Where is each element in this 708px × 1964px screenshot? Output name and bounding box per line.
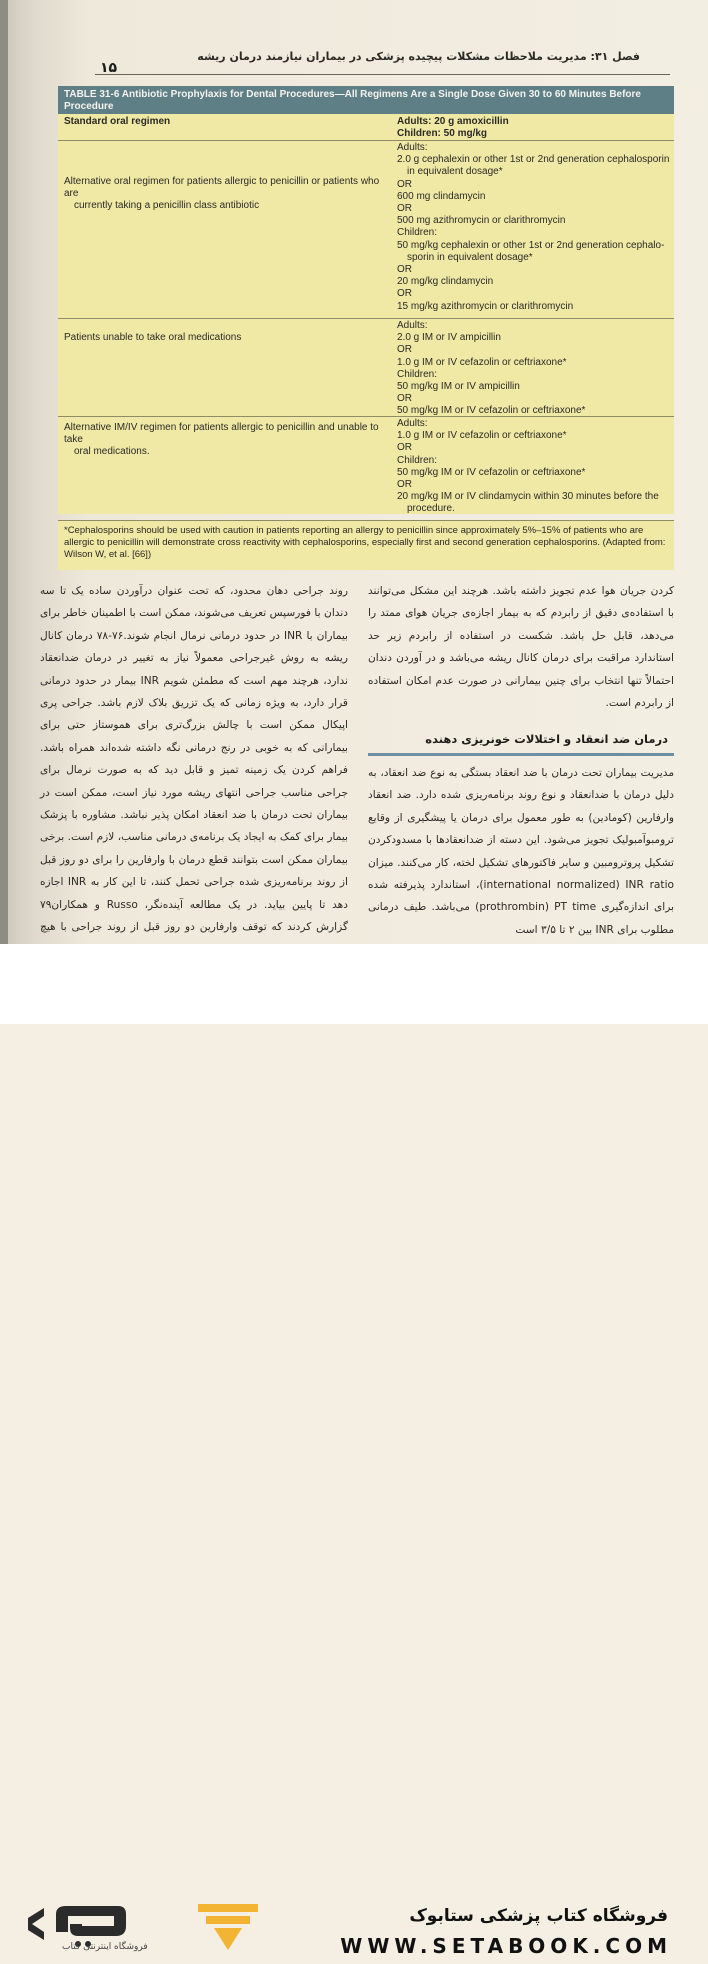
dosage-line: OR xyxy=(397,178,412,190)
regimen-line: oral medications. xyxy=(74,446,150,458)
dosage-line: Adults: xyxy=(397,418,428,429)
table-row-divider xyxy=(58,318,674,319)
logo-tagline: فروشگاه اینترنتی کتاب xyxy=(62,1942,148,1952)
right-para-2: مدیریت بیماران تحت درمان با ضد انعقاد بستگی به نوع ضد انعقاد، به دلیل درمان با ضدانعقاد و نوع روند برنامه‌ریزی شده دارد. ضد انعقاد وارفارین (کومادین) به طور معمول برای درمان یا پیشگیری از وقایع ترومبوآمبولیک تجویز می‌شود. این دسته از ضدانعقادها با مسدودکردن تشکیل پروترومبین و سایر فاکتورهای تشکیل لخته، کار می‌کنند. میزان international normalized) INR ratio)، استاندارد پذیرفته شده برای اندازه‌گیری prothrombin) PT time) می‌باشد. طیف درمانی مطلوب برای INR بین ۲ تا ۳/۵ است xyxy=(368,767,675,936)
dosage-line: Adults: xyxy=(397,320,428,331)
dosage-line: 1.0 g IM or IV cefazolin or ceftriaxone* xyxy=(397,430,567,442)
dosage-line: Adults: 20 g amoxicillin xyxy=(397,116,509,127)
regimen-line: Patients unable to take oral medications xyxy=(64,332,242,343)
right-para-1: کردن جریان هوا عدم تجویز داشته باشد. هرچند این مشکل می‌توانند با استفاده‌ی دقیق از رابردم که به بیمار اجازه‌ی جریان هوای ممتد را می‌دهد، قابل حل باشد. شکست در استفاده از رابردم زیر حد استاندارد مراقبت برای درمان کانال ریشه می‌باشد و در آوردن دندان احتمالاً تنها انتخاب برای چنین بیمارانی در صورت عدم امکان استفاده از رابردم است. xyxy=(368,585,674,710)
table-cell-dosage xyxy=(397,418,672,516)
table-title-line2: Procedure xyxy=(64,101,114,112)
table-footnote: *Cephalosporins should be used with caution in patients reporting an allergy to penicillin since approximately 5%–15% of patients who are allergic to penicillin will demonstrate cross reactivity with cephalosporins, especially first and second generation cephalosporins. (Adapted from: Wilson W, et al. [66]) xyxy=(58,520,674,570)
table-body xyxy=(58,114,674,514)
dosage-line: 2.0 g cephalexin or other 1st or 2nd generation cephalosporin xyxy=(397,154,670,166)
dosage-line: in equivalent dosage* xyxy=(407,166,503,178)
dosage-line: OR xyxy=(397,264,412,276)
table-cell-regimen xyxy=(64,422,394,459)
dosage-line: 50 mg/kg IM or IV ampicillin xyxy=(397,381,520,393)
dosage-line: Children: xyxy=(397,454,438,466)
book-page xyxy=(0,0,708,944)
dosage-line: 600 mg clindamycin xyxy=(397,190,486,202)
antibiotic-table xyxy=(58,86,674,514)
regimen-line: Alternative IM/IV regimen for patients allergic to penicillin and unable to take xyxy=(64,422,379,446)
dosage-line: procedure. xyxy=(407,503,455,515)
setabook-logo xyxy=(18,1896,280,1960)
dosage-line: 2.0 g IM or IV ampicillin xyxy=(397,332,501,344)
dosage-line: 500 mg azithromycin or clarithromycin xyxy=(397,215,566,227)
dosage-line: Children: xyxy=(397,227,438,239)
table-row-divider xyxy=(58,140,674,141)
regimen-line: Alternative oral regimen for patients allergic to penicillin or patients who are xyxy=(64,176,380,200)
dosage-line: OR xyxy=(397,344,412,356)
dosage-line: 20 mg/kg clindamycin xyxy=(397,276,494,288)
dosage-line: 1.0 g IM or IV cefazolin or ceftriaxone* xyxy=(397,356,567,368)
dosage-line: 50 mg/kg IM or IV cefazolin or ceftriaxone* xyxy=(397,466,586,478)
dosage-line: Adults: xyxy=(397,142,428,153)
dosage-line: 20 mg/kg IM or IV clindamycin within 30 minutes before the xyxy=(397,491,659,503)
section-underline xyxy=(368,753,674,756)
table-title xyxy=(58,86,674,114)
dosage-line: 50 mg/kg IM or IV cefazolin or ceftriaxone* xyxy=(397,405,586,417)
store-footer-banner xyxy=(0,944,708,1958)
dosage-line: Children: 50 mg/kg xyxy=(397,128,488,140)
table-cell-dosage xyxy=(397,142,672,313)
table-cell-regimen xyxy=(64,332,394,344)
section-title: درمان ضد انعقاد و اختلالات خونریزی دهنده xyxy=(425,732,668,746)
table-cell-regimen xyxy=(64,116,394,128)
dosage-line: 15 mg/kg azithromycin or clarithromycin xyxy=(397,300,574,312)
table-cell-dosage xyxy=(397,116,672,140)
setabook-logo-icon xyxy=(18,1896,280,1960)
table-cell-dosage xyxy=(397,320,672,418)
dosage-line: OR xyxy=(397,203,412,215)
regimen-line: Standard oral regimen xyxy=(64,116,171,127)
chapter-header: فصل ۳۱: مدیریت ملاحظات مشکلات پیچیده پزشکی در بیماران نیازمند درمان ریشه xyxy=(197,50,640,63)
table-cell-regimen xyxy=(64,176,394,213)
dosage-line: sporin in equivalent dosage* xyxy=(407,251,533,263)
header-rule xyxy=(95,74,670,75)
table-row-divider xyxy=(58,416,674,417)
left-para-1: روند جراحی دهان محدود، که تحت عنوان درآوردن ساده یک تا سه دندان با فورسپس تعریف می‌شوند، ممکن است با اطمینان خاطر برای بیماران با INR در حدود درمانی نرمال انجام شوند.۷۶-۷۸ درمان کانال ریشه به روش غیرجراحی معمولاً نیاز به تغییر در درمان ضدانعقاد ندارد، هرچند مهم است که مطمئن شویم INR بیمار در حدود درمانی قرار دارد، به ویژه زمانی که یک تزریق بلاک لازم باشد. جراحی پری اپیکال ممکن است با چالش بزرگ‌تری برای هموستاز حتی برای بیمارانی که به خوبی در رنج درمانی نگه داشته شده‌اند همراه باشد. فراهم کردن یک زمینه تمیز و قابل دید که به صورت نرمال برای جراحی مناسب جراحی انتهای ریشه مورد نیاز است، ممکن است در بیماران تحت درمان با ضد انعقاد امکان پذیر نباشد. مشاوره با پزشک بیمار برای کمک به ایجاد یک برنامه‌ی درمانی مناسب، لازم است. برخی بیماران ممکن است بتوانند قطع درمان با وارفارین را برای دو روز قبل از روند برنامه‌ریزی شده جراحی تحمل کنند، تا این کار به INR اجازه دهد تا پایین بیاید. در یک مطالعه آینده‌نگر، Russo و همکاران۷۹ گزارش کردند که توقف وارفارین دو روز قبل از روند جراحی با هیچ xyxy=(40,585,349,934)
store-url: WWW.SETABOOK.COM xyxy=(340,1934,672,1958)
dosage-line: Children: xyxy=(397,368,438,380)
store-title: فروشگاه کتاب پزشکی ستابوک xyxy=(409,1906,668,1926)
dosage-line: OR xyxy=(397,288,412,300)
dosage-line: OR xyxy=(397,479,412,491)
table-title-line1: TABLE 31-6 Antibiotic Prophylaxis for Dental Procedures—All Regimens Are a Single Dose Given 30 to 60 Minutes Before xyxy=(64,89,641,100)
page-number: ۱۵ xyxy=(100,60,118,76)
left-column xyxy=(40,580,348,961)
regimen-line: currently taking a penicillin class antibiotic xyxy=(74,200,260,212)
dosage-line: OR xyxy=(397,442,412,454)
right-column xyxy=(368,580,674,714)
page-gutter xyxy=(0,0,8,944)
right-column-lower xyxy=(368,762,674,941)
dosage-line: OR xyxy=(397,393,412,405)
dosage-line: 50 mg/kg cephalexin or other 1st or 2nd generation cephalo- xyxy=(397,239,665,251)
